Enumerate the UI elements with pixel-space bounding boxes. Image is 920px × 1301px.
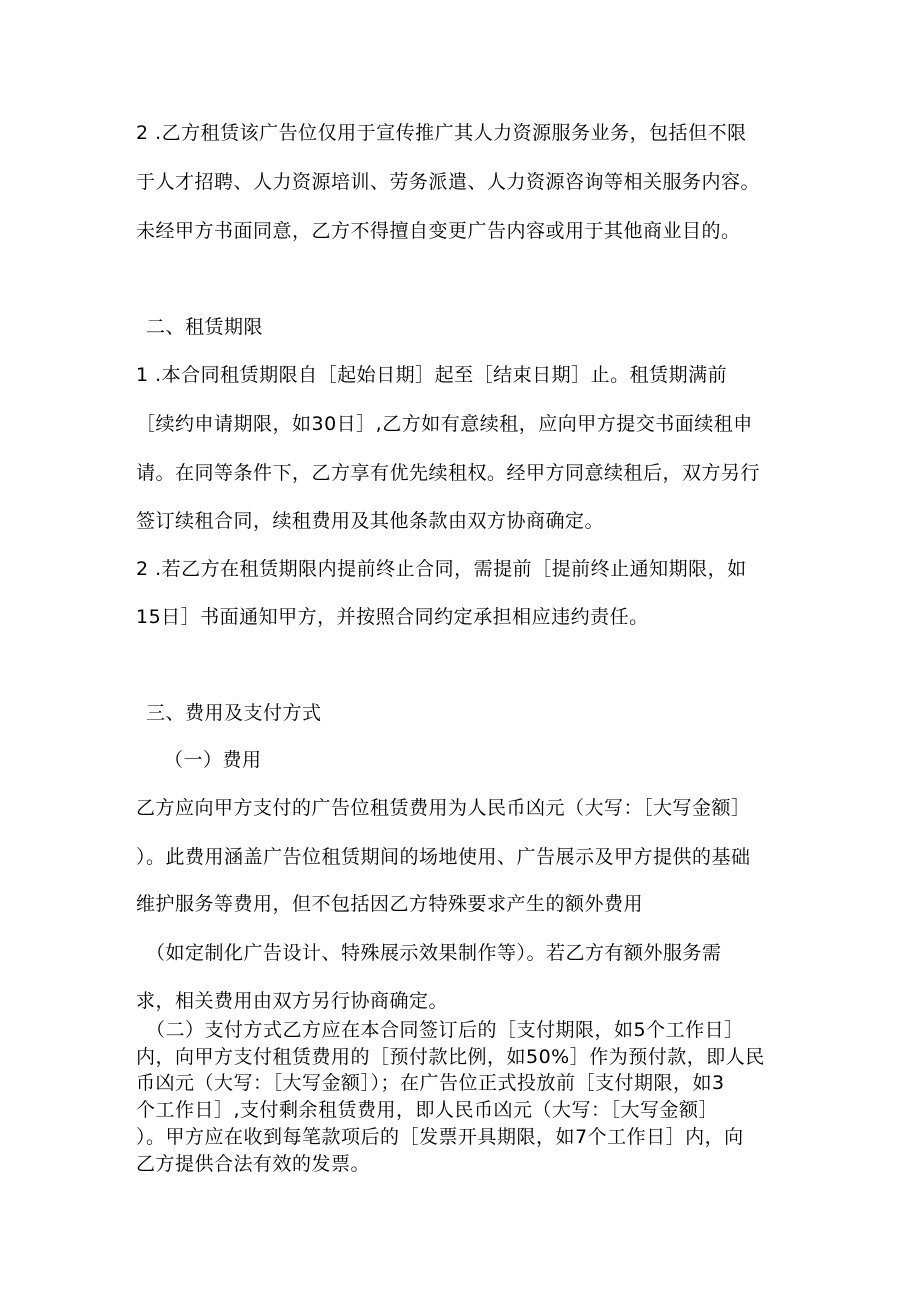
payment-line-6: 乙方提供合法有效的发票。 — [136, 1153, 371, 1175]
term-clause-2-line-2: 15日］书面通知甲方，并按照合同约定承担相应违约责任。 — [136, 606, 649, 628]
section-3-heading: 三、费用及支付方式 — [146, 702, 322, 724]
payment-line-2: 内，向甲方支付租赁费用的［预付款比例，如50%］作为预付款，即人民 — [136, 1046, 765, 1068]
fee-line-1: 乙方应向甲方支付的广告位租赁费用为人民币凶元（大写：［大写金额］ — [136, 797, 751, 819]
term-clause-1-line-3: 请。在同等条件下，乙方享有优先续租权。经甲方同意续租后，双方另行 — [136, 462, 761, 484]
payment-line-4: 个工作日］,支付剩余租赁费用，即人民币凶元（大写：［大写金额］ — [136, 1099, 719, 1121]
fee-line-5: 求，相关费用由双方另行协商确定。 — [136, 990, 449, 1012]
clause-2-line-2: 于人才招聘、人力资源培训、劳务派遣、人力资源咨询等相关服务内容。 — [136, 171, 761, 193]
clause-2-line-1: 2 .乙方租赁该广告位仅用于宣传推广其人力资源服务业务，包括但不限 — [136, 122, 747, 144]
payment-line-5: ）。甲方应在收到每笔款项后的［发票开具期限，如7个工作日］内，向 — [136, 1126, 744, 1148]
section-2-heading: 二、租赁期限 — [146, 316, 264, 338]
clause-2-line-3: 未经甲方书面同意，乙方不得擅自变更广告内容或用于其他商业目的。 — [136, 220, 741, 242]
payment-line-1: （二）支付方式乙方应在本合同签订后的［支付期限，如5个工作日］ — [146, 1019, 744, 1041]
fee-line-2: ）。此费用涵盖广告位租赁期间的场地使用、广告展示及甲方提供的基础 — [136, 846, 751, 868]
fee-line-3: 维护服务等费用，但不包括因乙方特殊要求产生的额外费用 — [136, 893, 644, 915]
term-clause-1-line-2: ［续约申请期限，如30日］,乙方如有意续租，应向甲方提交书面续租申 — [136, 413, 753, 435]
term-clause-1-line-1: 1 .本合同租赁期限自［起始日期］起至［结束日期］止。租赁期满前 — [136, 364, 728, 386]
fee-subheading: （一）费用 — [164, 749, 262, 771]
term-clause-2-line-1: 2 .若乙方在租赁期限内提前终止合同，需提前［提前终止通知期限，如 — [136, 558, 747, 580]
payment-line-3: 币凶元（大写：［大写金额］）；在广告位正式投放前［支付期限，如3 — [136, 1072, 725, 1094]
fee-line-4: （如定制化广告设计、特殊展示效果制作等）。若乙方有额外服务需 — [146, 942, 722, 964]
term-clause-1-line-4: 签订续租合同，续租费用及其他条款由双方协商确定。 — [136, 510, 605, 532]
